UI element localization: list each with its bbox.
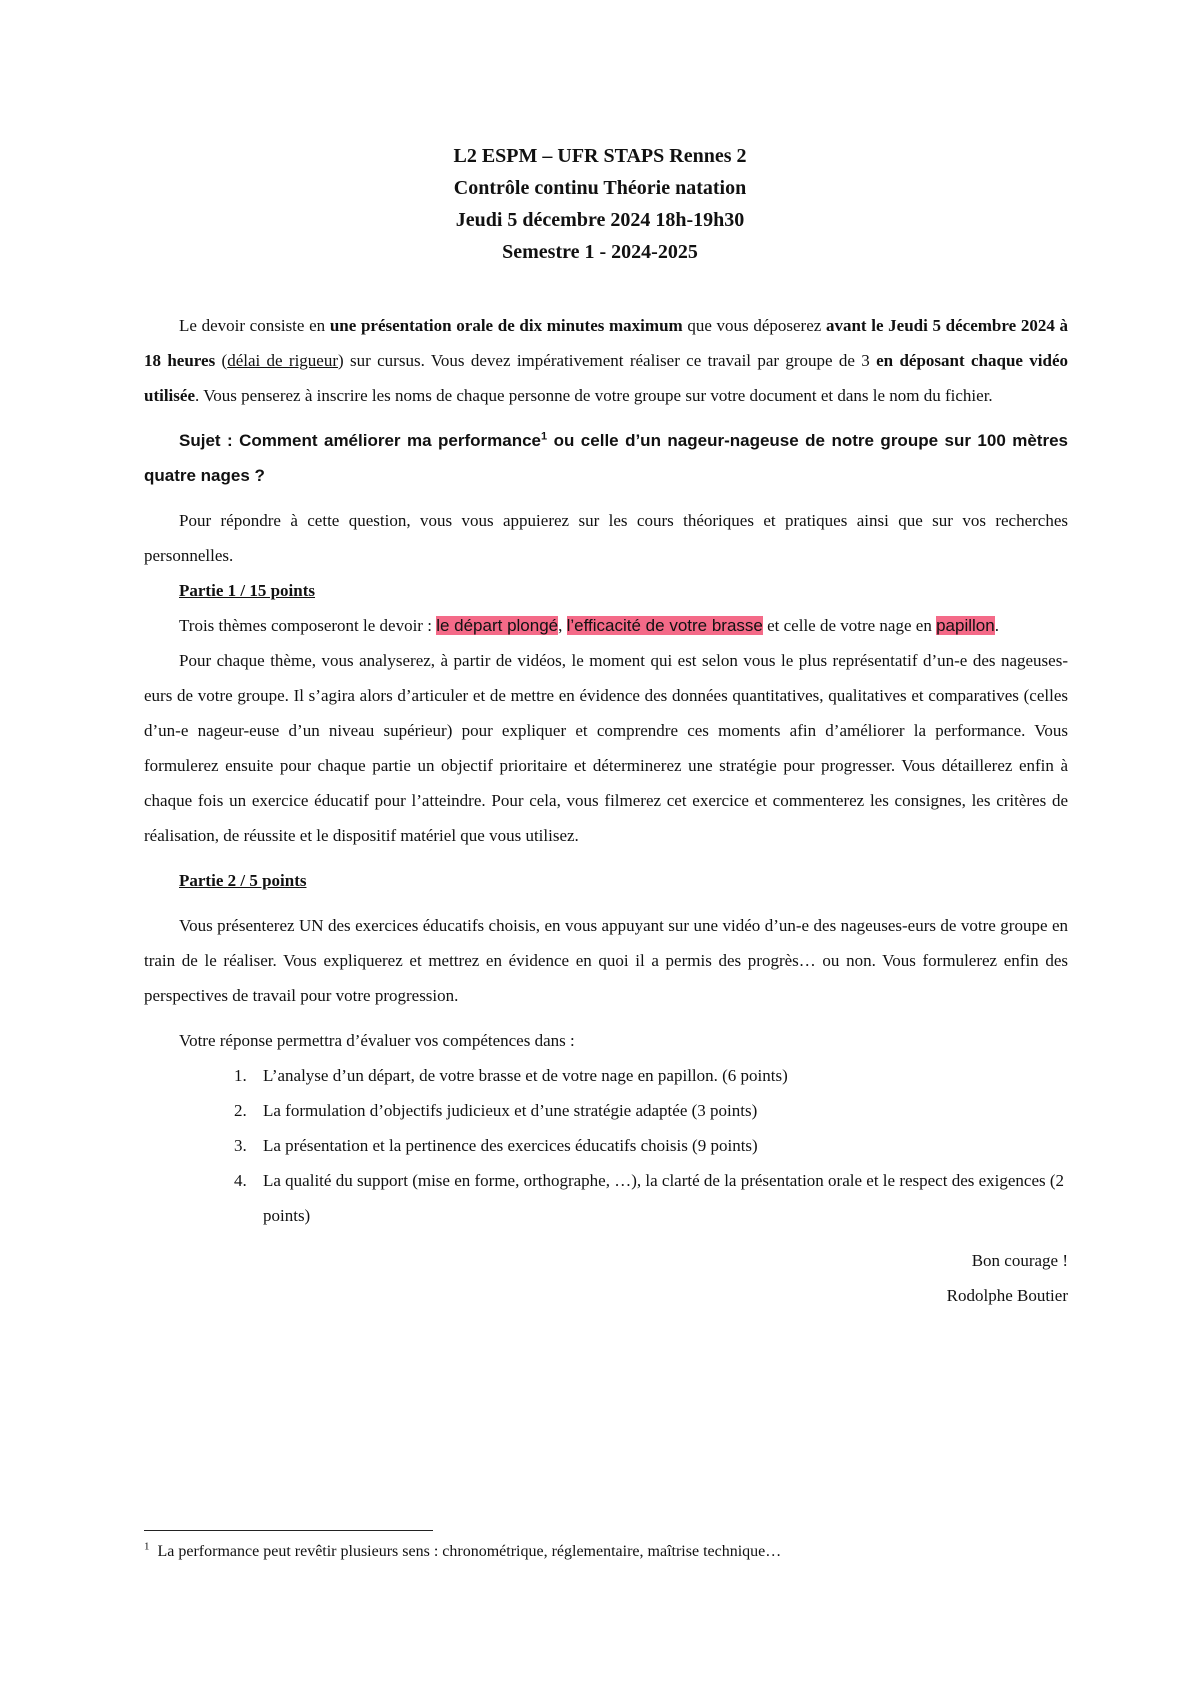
list-item: 3. La présentation et la pertinence des exercices éducatifs choisis (9 points) — [251, 1128, 1068, 1163]
highlight-papillon: papillon — [936, 616, 995, 635]
themes-text: et celle de votre nage en — [762, 616, 937, 635]
closing-line: Bon courage ! — [971, 1251, 1068, 1270]
document-body — [144, 308, 1068, 1313]
part1-title: Partie 1 / 15 points — [179, 581, 315, 600]
skills-list — [144, 1058, 1068, 1233]
themes-text: . — [994, 616, 999, 635]
closing-block — [144, 1243, 1068, 1313]
sujet-text: ou celle d’un nageur-nageuse de notre groupe sur 100 mètres quatre nages ? — [144, 431, 1068, 485]
answer-intro-paragraph: Pour répondre à cette question, vous vous appuierez sur les cours théoriques et pratiques ainsi que sur vos recherches personnelles. — [144, 511, 1068, 565]
header-line-2: Contrôle continu Théorie natation — [453, 177, 747, 199]
intro-bold: en déposant chaque vidéo utilisée — [144, 351, 1068, 405]
intro-paragraph — [144, 308, 1068, 413]
footnote-reference: 1 — [541, 430, 548, 443]
header-line-3: Jeudi 5 décembre 2024 18h-19h30 — [455, 209, 745, 231]
skills-intro: Votre réponse permettra d’évaluer vos compétences dans : — [179, 1031, 575, 1050]
signature: Rodolphe Boutier — [946, 1286, 1068, 1305]
sujet-text: Sujet : Comment améliorer ma performance — [179, 431, 541, 450]
header-line-1: L2 ESPM – UFR STAPS Rennes 2 — [453, 145, 747, 167]
header-line-4: Semestre 1 - 2024-2025 — [502, 241, 698, 263]
highlight-brasse: l’efficacité de votre brasse — [566, 616, 763, 635]
intro-text: ( — [215, 351, 228, 370]
themes-text: Trois thèmes composeront le devoir : — [179, 616, 437, 635]
list-item: 2. La formulation d’objectifs judicieux et d’une stratégie adaptée (3 points) — [251, 1093, 1068, 1128]
footnote-separator — [144, 1530, 433, 1531]
part2-title: Partie 2 / 5 points — [179, 871, 307, 890]
intro-text: . Vous penserez à inscrire les noms de chaque personne de votre groupe sur votre document et dans le nom du fichier. — [195, 386, 993, 405]
footnote-marker: 1 — [144, 1540, 150, 1553]
intro-underlined: délai de rigueur — [227, 351, 339, 370]
part1-body-paragraph: Pour chaque thème, vous analyserez, à partir de vidéos, le moment qui est selon vous le plus représentatif d’un-e des nageuses-eurs de votre groupe. Il s’agira alors d’articuler et de mettre en évidence des données quantitatives, qualitatives et comparatives (celles d’un-e nageur-euse d’un niveau supérieur) pour expliquer et comprendre ces moments afin d’améliorer la performance. Vous formulerez ensuite pour chaque partie un objectif prioritaire et déterminerez une stratégie pour progresser. Vous détaillerez enfin à chaque fois un exercice éducatif pour l’atteindre. Pour cela, vous filmerez cet exercice et commenterez les consignes, les critères de réalisation, de réussite et le dispositif matériel que vous utilisez. — [144, 651, 1068, 845]
part2-body-paragraph: Vous présenterez UN des exercices éducatifs choisis, en vous appuyant sur une vidéo d’un-e des nageuses-eurs de votre groupe en train de le réaliser. Vous expliquerez et mettrez en évidence en quoi il a permis des progrès… ou non. Vous formulerez enfin des perspectives de travail pour votre progression. — [144, 916, 1068, 1005]
list-item: 1. L’analyse d’un départ, de votre brasse et de votre nage en papillon. (6 points) — [251, 1058, 1068, 1093]
list-item: 4. La qualité du support (mise en forme, orthographe, …), la clarté de la présentation orale et le respect des exigences (2 points) — [251, 1163, 1068, 1233]
themes-text: , — [558, 616, 567, 635]
highlight-depart-plonge: le départ plongé — [436, 616, 559, 635]
intro-text: ) sur cursus. Vous devez impérativement réaliser ce travail par groupe de 3 — [338, 351, 877, 370]
intro-text: Le devoir consiste en — [179, 316, 330, 335]
document-header — [0, 140, 1200, 268]
themes-paragraph — [144, 608, 1068, 643]
intro-text: que vous déposerez — [682, 316, 826, 335]
footnote — [144, 1540, 781, 1564]
sujet-paragraph — [144, 423, 1068, 493]
footnote-text: La performance peut revêtir plusieurs sens : chronométrique, réglementaire, maîtrise technique… — [157, 1543, 782, 1560]
intro-bold: une présentation orale de dix minutes maximum — [329, 316, 683, 335]
intro-deadline: avant le Jeudi 5 décembre 2024 à 18 heures — [144, 316, 1068, 370]
